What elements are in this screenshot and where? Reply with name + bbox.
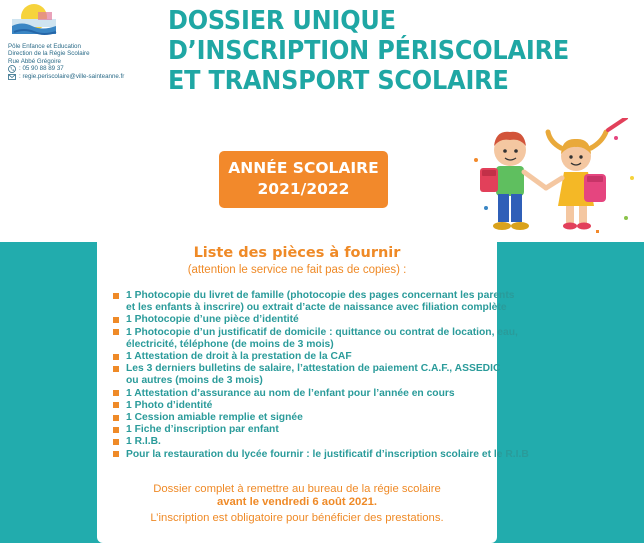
footer-line: Dossier complet à remettre au bureau de la régie scolaire <box>153 483 441 495</box>
list-item <box>111 327 551 351</box>
bullet-square <box>113 293 119 299</box>
list-item <box>111 363 551 387</box>
phone-number: : 05 90 88 89 37 <box>19 65 64 73</box>
org-line: Pôle Enfance et Education <box>8 43 81 50</box>
list-item-line: ou autres (moins de 3 mois) <box>126 375 263 387</box>
children-illustration <box>466 118 642 243</box>
footer-notice <box>97 483 497 525</box>
phone-icon <box>8 65 16 73</box>
contact-block <box>8 43 158 81</box>
email-row <box>8 73 158 81</box>
list-item-line: 1 Photocopie du livret de famille (photocopie des pages concernant les parents <box>126 290 515 301</box>
school-year-badge <box>219 151 388 208</box>
bullet-square <box>113 390 119 396</box>
footer-line: L’inscription est obligatoire pour bénéficier des prestations. <box>150 511 444 524</box>
list-item <box>111 436 551 448</box>
title-line: D’INSCRIPTION PÉRISCOLAIRE <box>168 36 570 66</box>
list-item <box>111 424 551 436</box>
list-item <box>111 412 551 424</box>
list-item <box>111 400 551 412</box>
school-year-value: 2021/2022 <box>257 180 350 198</box>
email-address: : regie.periscolaire@ville-sainteanne.fr <box>19 73 125 81</box>
list-item <box>111 290 551 314</box>
bullet-square <box>113 451 119 457</box>
mail-icon <box>8 73 16 81</box>
title-line: DOSSIER UNIQUE <box>168 6 396 36</box>
bullet-square <box>113 439 119 445</box>
list-item-line: 1 Photo d’identité <box>126 399 213 411</box>
bullet-square <box>113 427 119 433</box>
list-title: Liste des pièces à fournir <box>193 245 401 261</box>
phone-row <box>8 65 158 73</box>
bullet-square <box>113 415 119 421</box>
list-item <box>111 388 551 400</box>
list-item-line: 1 Cession amiable remplie et signée <box>126 412 303 424</box>
bullet-square <box>113 317 119 323</box>
bullet-square <box>113 402 119 408</box>
document-list <box>111 290 551 461</box>
list-item-line: Pour la restauration du lycée fournir : le justificatif d’inscription scolaire et le R.I.B <box>126 448 529 460</box>
list-item-line: Les 3 derniers bulletins de salaire, l’attestation de paiement C.A.F., ASSEDIC <box>126 363 501 375</box>
title-line: ET TRANSPORT SCOLAIRE <box>168 66 509 96</box>
org-line: Direction de la Régie Scolaire <box>8 50 90 58</box>
bullet-square <box>113 329 119 335</box>
list-item-line: 1 Fiche d’inscription par enfant <box>126 424 279 436</box>
school-year-label: ANNÉE SCOLAIRE <box>228 159 379 177</box>
list-item <box>111 314 551 326</box>
list-item-line: et les enfants à inscrire) ou extrait d’acte de naissance avec filiation complète <box>126 302 507 314</box>
list-item <box>111 351 551 363</box>
list-item-line: 1 Attestation d’assurance au nom de l’enfant pour l’année en cours <box>126 387 455 399</box>
org-line: Rue Abbé Grégoire <box>8 57 61 65</box>
list-item-line: 1 Photocopie d’une pièce d’identité <box>126 314 299 326</box>
list-subtitle: (attention le service ne fait pas de copies) : <box>187 264 407 276</box>
deadline-line: avant le vendredi 6 août 2021. <box>216 496 378 509</box>
bullet-square <box>113 354 119 360</box>
list-item-line: 1 R.I.B. <box>126 436 161 448</box>
bullet-square <box>113 366 119 372</box>
list-item <box>111 449 551 461</box>
list-item-line: 1 Attestation de droit à la prestation de la CAF <box>126 351 352 363</box>
list-item-line: 1 Photocopie d’un justificatif de domicile : quittance ou contrat de location, eau, <box>126 326 518 338</box>
list-item-line: électricité, téléphone (de moins de 3 mois) <box>126 338 334 350</box>
logo <box>8 2 60 40</box>
page-title <box>168 6 610 96</box>
